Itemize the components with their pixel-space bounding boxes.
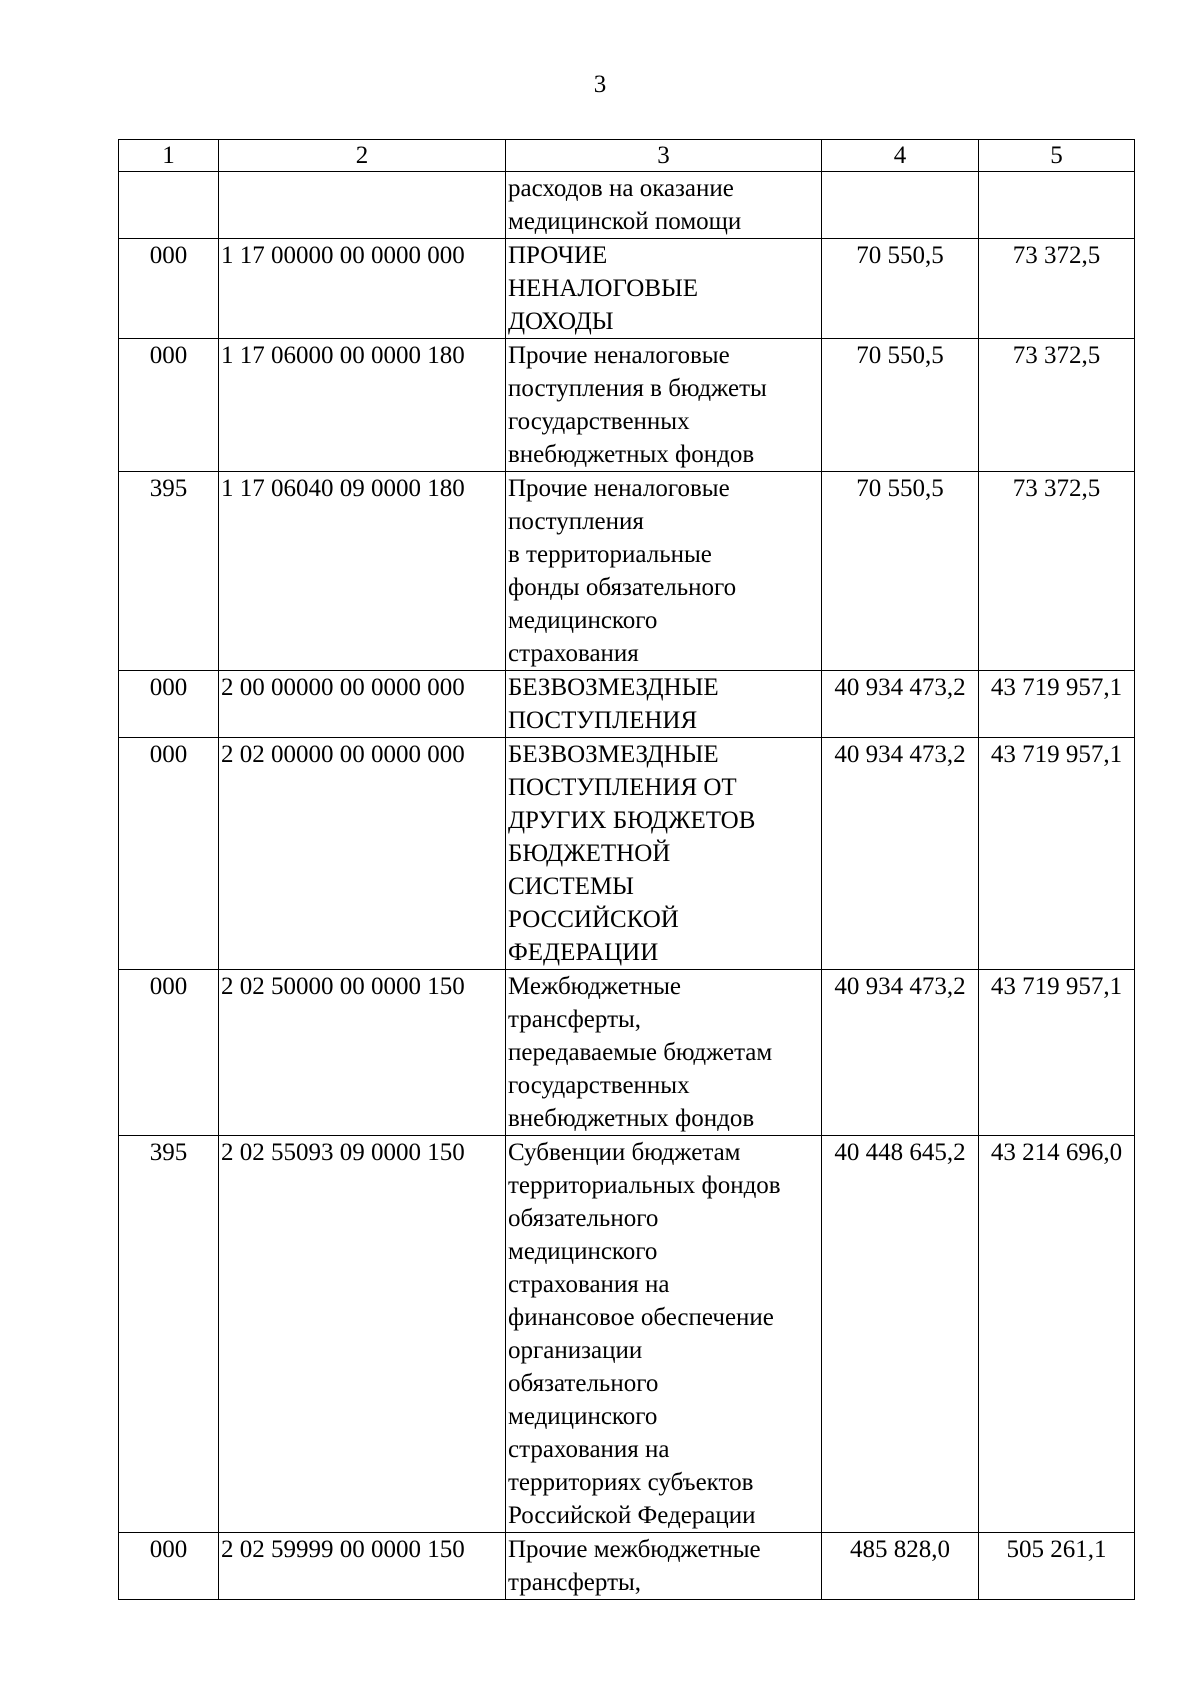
table-row — [119, 970, 1135, 1136]
table-row — [119, 1136, 1135, 1533]
page-number: 3 — [593, 71, 607, 98]
amount-cell-year1: 40 934 473,2 — [822, 738, 979, 970]
budget-code-cell — [219, 172, 506, 239]
admin-code-cell: 000 — [119, 339, 219, 472]
budget-code-cell: 2 02 50000 00 0000 150 — [219, 970, 506, 1136]
item-name-cell: Межбюджетные трансферты, передаваемые бюджетам государственных внебюджетных фондов — [506, 970, 822, 1136]
column-header-4: 4 — [822, 140, 979, 172]
amount-cell-year2: 43 719 957,1 — [979, 738, 1135, 970]
budget-code-cell: 2 02 55093 09 0000 150 — [219, 1136, 506, 1533]
admin-code-cell: 395 — [119, 472, 219, 671]
admin-code-cell: 000 — [119, 671, 219, 738]
budget-code-cell: 2 00 00000 00 0000 000 — [219, 671, 506, 738]
amount-cell-year2: 43 214 696,0 — [979, 1136, 1135, 1533]
amount-cell-year2: 73 372,5 — [979, 472, 1135, 671]
admin-code-cell: 000 — [119, 1533, 219, 1600]
amount-cell-year1 — [822, 172, 979, 239]
item-name-cell: Субвенции бюджетам территориальных фондов обязательного медицинского страхования на финансовое обеспечение организации обязательного медицинского страхования на территориях субъектов Российской Федерации — [506, 1136, 822, 1533]
budget-code-cell: 1 17 06000 00 0000 180 — [219, 339, 506, 472]
table-row — [119, 1533, 1135, 1600]
table-row — [119, 239, 1135, 339]
amount-cell-year1: 40 934 473,2 — [822, 970, 979, 1136]
amount-cell-year2: 505 261,1 — [979, 1533, 1135, 1600]
amount-cell-year1: 70 550,5 — [822, 239, 979, 339]
table-header-row — [119, 140, 1135, 172]
amount-cell-year2 — [979, 172, 1135, 239]
item-name-cell: расходов на оказание медицинской помощи — [506, 172, 822, 239]
item-name-cell: ПРОЧИЕ НЕНАЛОГОВЫЕ ДОХОДЫ — [506, 239, 822, 339]
item-name-cell: Прочие неналоговые поступления в территориальные фонды обязательного медицинского страхования — [506, 472, 822, 671]
admin-code-cell: 000 — [119, 239, 219, 339]
item-name-cell: БЕЗВОЗМЕЗДНЫЕ ПОСТУПЛЕНИЯ — [506, 671, 822, 738]
admin-code-cell: 395 — [119, 1136, 219, 1533]
amount-cell-year2: 43 719 957,1 — [979, 671, 1135, 738]
column-header-3: 3 — [506, 140, 822, 172]
amount-cell-year1: 40 448 645,2 — [822, 1136, 979, 1533]
amount-cell-year2: 73 372,5 — [979, 339, 1135, 472]
column-header-5: 5 — [979, 140, 1135, 172]
amount-cell-year1: 40 934 473,2 — [822, 671, 979, 738]
budget-table — [118, 139, 1135, 1600]
column-header-2: 2 — [219, 140, 506, 172]
amount-cell-year1: 70 550,5 — [822, 472, 979, 671]
amount-cell-year1: 485 828,0 — [822, 1533, 979, 1600]
budget-code-cell: 1 17 06040 09 0000 180 — [219, 472, 506, 671]
table-row — [119, 671, 1135, 738]
amount-cell-year1: 70 550,5 — [822, 339, 979, 472]
table-row — [119, 339, 1135, 472]
table-row — [119, 472, 1135, 671]
budget-code-cell: 2 02 00000 00 0000 000 — [219, 738, 506, 970]
admin-code-cell — [119, 172, 219, 239]
admin-code-cell: 000 — [119, 970, 219, 1136]
item-name-cell: Прочие межбюджетные трансферты, — [506, 1533, 822, 1600]
budget-code-cell: 1 17 00000 00 0000 000 — [219, 239, 506, 339]
amount-cell-year2: 73 372,5 — [979, 239, 1135, 339]
budget-code-cell: 2 02 59999 00 0000 150 — [219, 1533, 506, 1600]
item-name-cell: Прочие неналоговые поступления в бюджеты государственных внебюджетных фондов — [506, 339, 822, 472]
item-name-cell: БЕЗВОЗМЕЗДНЫЕ ПОСТУПЛЕНИЯ ОТ ДРУГИХ БЮДЖЕТОВ БЮДЖЕТНОЙ СИСТЕМЫ РОССИЙСКОЙ ФЕДЕРАЦИИ — [506, 738, 822, 970]
amount-cell-year2: 43 719 957,1 — [979, 970, 1135, 1136]
table-row — [119, 738, 1135, 970]
column-header-1: 1 — [119, 140, 219, 172]
admin-code-cell: 000 — [119, 738, 219, 970]
table-row — [119, 172, 1135, 239]
